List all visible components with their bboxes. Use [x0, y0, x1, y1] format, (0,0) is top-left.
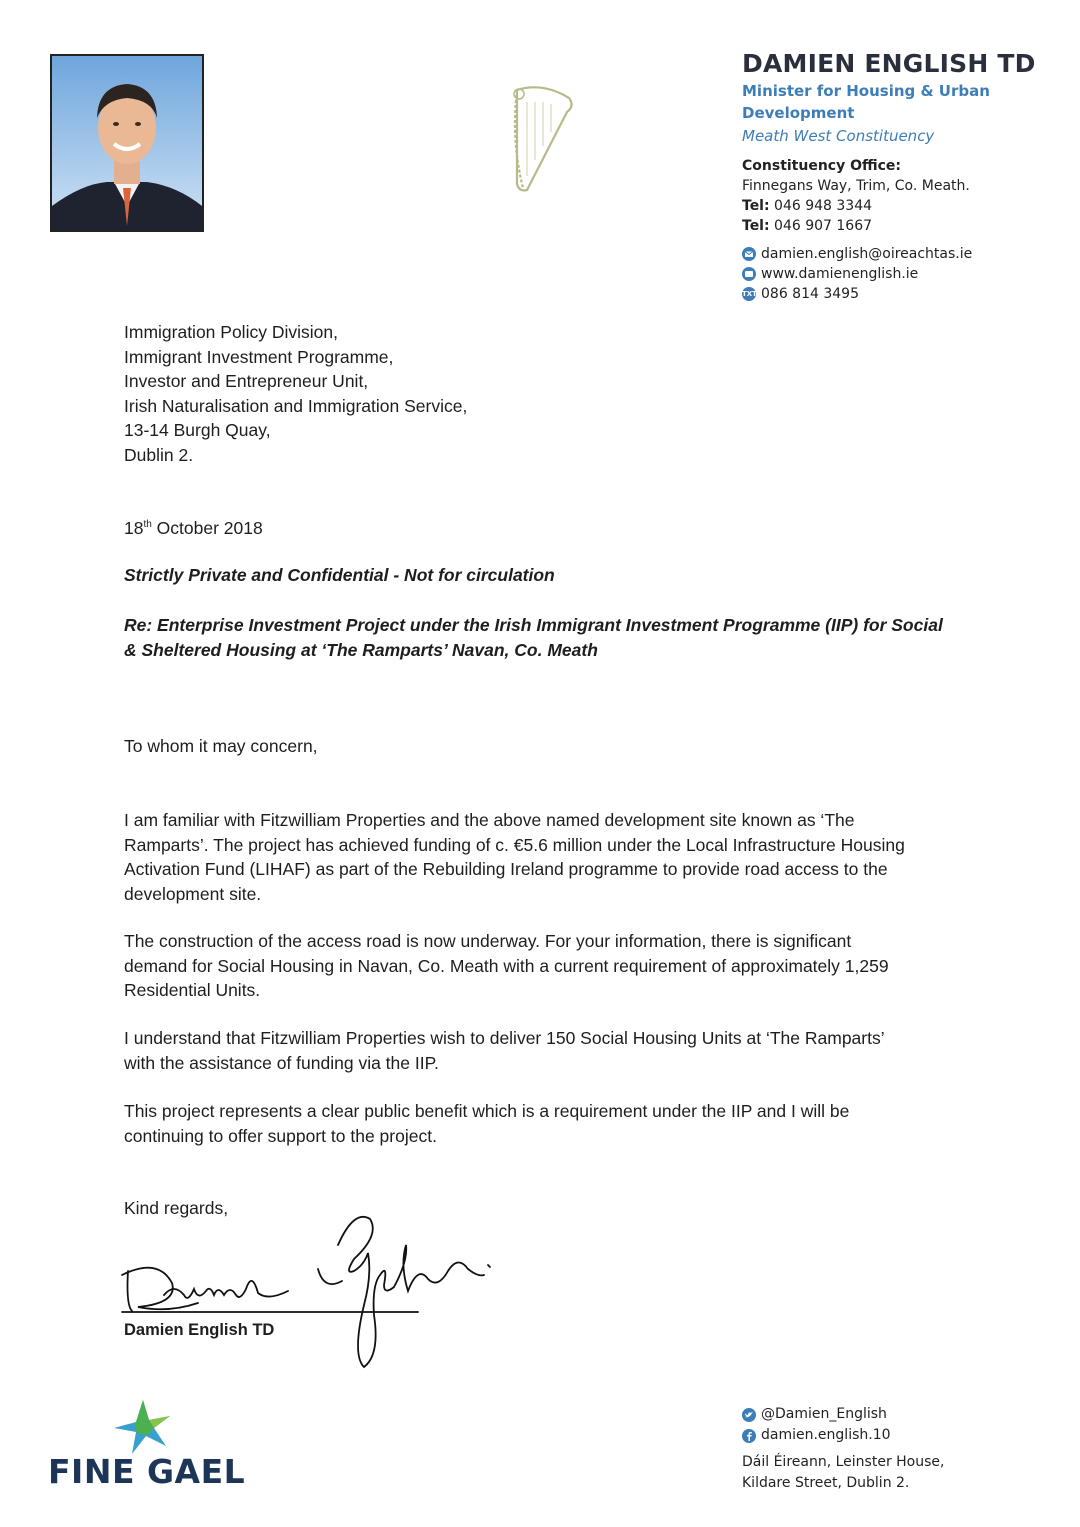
letterhead	[742, 48, 1072, 304]
signatory-name: Damien English TD	[124, 1321, 275, 1339]
parliament-address-line-1: Dáil Éireann, Leinster House,	[742, 1454, 945, 1470]
txt-icon: TXT	[742, 287, 756, 301]
twitter-icon	[742, 1408, 756, 1422]
paragraph-3: I understand that Fitzwilliam Properties wish to deliver 150 Social Housing Units at ‘The Ramparts’ with the assistance of funding via the IIP.	[124, 1028, 885, 1073]
paragraph-1: I am familiar with Fitzwilliam Properties and the above named development site known as ‘The Ramparts’. The project has achieved funding of c. €5.6 million under the Local Infrastructure Housing Activation Fund (LIHAF) as part of the Rebuilding Ireland programme to provide road access to the development site.	[124, 810, 905, 904]
website-line[interactable]	[742, 264, 1072, 284]
paragraph-2: The construction of the access road is now underway. For your information, there is significant demand for Social Housing in Navan, Co. Meath with a current requirement of approximately 1,259 Residential Units.	[124, 931, 889, 1000]
sender-role: Minister for Housing & Urban Development	[742, 82, 990, 122]
address-line: Immigration Policy Division,	[124, 322, 338, 342]
sms-text: 086 814 3495	[761, 286, 859, 302]
twitter-line[interactable]	[742, 1404, 944, 1425]
paragraph-4: This project represents a clear public benefit which is a requirement under the IIP and I will be continuing to offer support to the project.	[124, 1101, 850, 1146]
parliament-address-line-2: Kildare Street, Dublin 2.	[742, 1475, 910, 1491]
letter-date: 18th October 2018	[124, 517, 263, 538]
handwritten-signature	[118, 1205, 498, 1375]
facebook-handle[interactable]: damien.english.10	[761, 1427, 891, 1443]
tel-line-1: Tel: 046 948 3344	[742, 198, 873, 214]
party-name: FINE GAEL	[48, 1452, 246, 1491]
envelope-icon	[742, 247, 756, 261]
address-line: Irish Naturalisation and Immigration Service,	[124, 395, 468, 416]
email-line[interactable]	[742, 244, 1072, 264]
address-line: Dublin 2.	[124, 444, 194, 465]
recipient-address	[124, 320, 954, 467]
address-line: Investor and Entrepreneur Unit,	[124, 371, 369, 391]
address-line: Immigrant Investment Programme,	[124, 346, 394, 367]
tel-line-2: Tel: 046 907 1667	[742, 218, 873, 234]
address-line: 13-14 Burgh Quay,	[124, 420, 271, 440]
twitter-handle[interactable]: @Damien_English	[761, 1406, 887, 1422]
website-text[interactable]: www.damienenglish.ie	[761, 266, 919, 282]
sender-name: DAMIEN ENGLISH TD	[742, 49, 1036, 78]
sender-constituency: Meath West Constituency	[742, 127, 935, 145]
harp-emblem-icon	[503, 80, 579, 198]
closing: Kind regards,	[124, 1198, 229, 1218]
globe-icon	[742, 267, 756, 281]
subject-line: Re: Enterprise Investment Project under the Irish Immigrant Investment Programme (IIP) for Social & Sheltered Housing at ‘The Ramparts’ Navan, Co. Meath	[124, 615, 943, 660]
footer-contacts	[742, 1404, 944, 1494]
privacy-notice: Strictly Private and Confidential - Not for circulation	[124, 565, 555, 585]
office-title: Constituency Office:	[742, 158, 902, 174]
facebook-icon	[742, 1429, 756, 1443]
facebook-line[interactable]	[742, 1425, 944, 1446]
sms-line	[742, 284, 1072, 304]
greeting: To whom it may concern,	[124, 736, 318, 756]
portrait-photo	[50, 54, 204, 232]
email-text[interactable]: damien.english@oireachtas.ie	[761, 246, 973, 262]
office-address: Finnegans Way, Trim, Co. Meath.	[742, 178, 970, 194]
